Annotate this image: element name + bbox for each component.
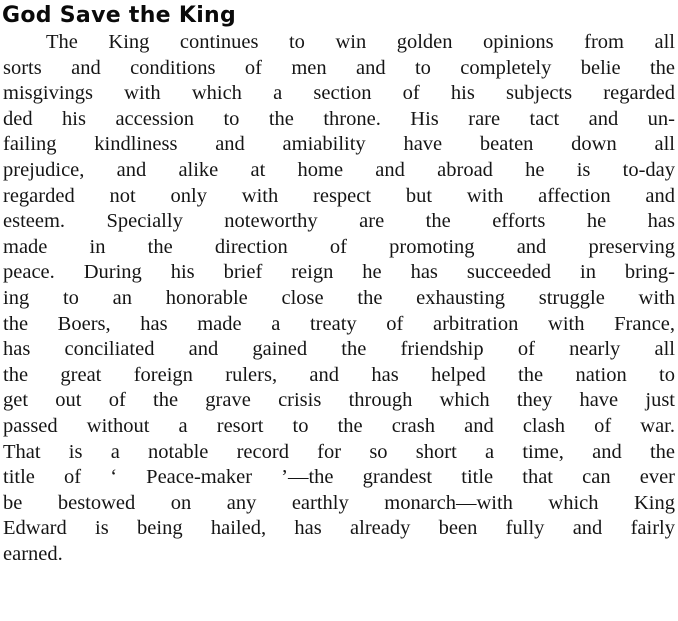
article-line: prejudice, and alike at home and abroad he is to-day [3, 158, 675, 181]
article-line: failing kindliness and amiability have beaten down all [3, 133, 675, 156]
article-line: get out of the grave crisis through which they have just [3, 389, 675, 412]
article-line: sorts and conditions of men and to completely belie the [3, 56, 675, 79]
article-line: misgivings with which a section of his subjects regarded [3, 82, 675, 105]
article-line: made in the direction of promoting and preserving [3, 235, 675, 258]
article-headline: God Save the King [2, 3, 237, 28]
article-body [3, 30, 675, 567]
article-line: passed without a resort to the crash and clash of war. [3, 414, 675, 437]
article-line: ing to an honorable close the exhausting struggle with [3, 286, 675, 309]
article-line: Edward is being hailed, has already been fully and fairly [3, 517, 675, 540]
article-line: title of ‘ Peace-maker ’—the grandest title that can ever [3, 466, 675, 489]
article-line: regarded not only with respect but with affection and [3, 184, 675, 207]
article-line: esteem. Specially noteworthy are the efforts he has [3, 210, 675, 233]
article-line: ded his accession to the throne. His rare tact and un- [3, 107, 675, 130]
article-line: peace. During his brief reign he has succeeded in bring- [3, 261, 675, 284]
article-line: the great foreign rulers, and has helped the nation to [3, 363, 675, 386]
article-line: That is a notable record for so short a time, and the [3, 440, 675, 463]
article-line: be bestowed on any earthly monarch—with which King [3, 491, 675, 514]
article-line: earned. [3, 542, 63, 565]
article-line: has conciliated and gained the friendship of nearly all [3, 338, 675, 361]
article-line: the Boers, has made a treaty of arbitration with France, [3, 312, 675, 335]
article-line: The King continues to win golden opinions from all [46, 31, 675, 53]
